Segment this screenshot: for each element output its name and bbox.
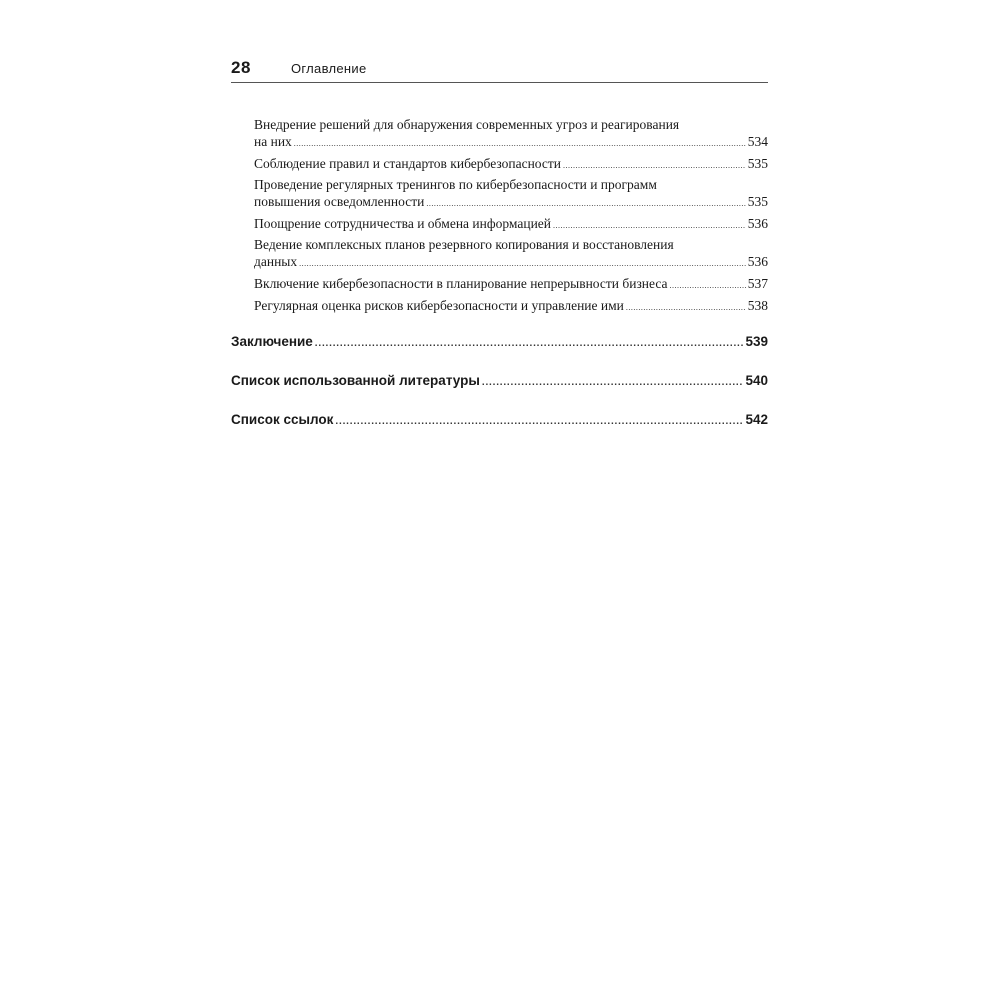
toc-entry-title: Включение кибербезопасности в планирование непрерывности бизнеса bbox=[254, 275, 668, 291]
toc-entry-conclusion[interactable] bbox=[231, 333, 768, 353]
toc-entry-links[interactable] bbox=[231, 411, 768, 431]
toc-entry-title-line1: Ведение комплексных планов резервного копирования и восстановления bbox=[254, 237, 674, 253]
dot-leader bbox=[294, 133, 746, 152]
dot-leader bbox=[335, 411, 743, 431]
toc-entry-detection[interactable] bbox=[231, 116, 768, 152]
dot-leader bbox=[563, 155, 746, 174]
toc-entry-title: Заключение bbox=[231, 333, 313, 349]
dot-leader bbox=[426, 193, 745, 212]
toc-entry-title: Соблюдение правил и стандартов кибербезопасности bbox=[254, 155, 562, 171]
toc-entry-page: 535 bbox=[747, 194, 768, 210]
toc-entry-title-line1: Внедрение решений для обнаружения современных угроз и реагирования bbox=[254, 117, 680, 132]
toc-entry-page: 537 bbox=[747, 275, 768, 291]
dot-leader bbox=[482, 372, 744, 392]
toc-entry-collaboration[interactable] bbox=[231, 215, 768, 234]
table-of-contents bbox=[231, 116, 768, 431]
toc-entry-bibliography[interactable] bbox=[231, 372, 768, 392]
toc-entry-title: Список использованной литературы bbox=[231, 372, 480, 388]
page-number: 28 bbox=[231, 58, 251, 77]
toc-entry-title: Поощрение сотрудничества и обмена информацией bbox=[254, 215, 552, 231]
toc-entry-page: 540 bbox=[745, 372, 768, 388]
toc-entry-title-line2: на них bbox=[254, 134, 292, 149]
toc-entry-title-line1: Проведение регулярных тренингов по кибербезопасности и программ bbox=[254, 177, 657, 193]
toc-entry-title: Регулярная оценка рисков кибербезопасности и управление ими bbox=[254, 297, 624, 313]
toc-entry-compliance[interactable] bbox=[231, 155, 768, 174]
dot-leader bbox=[553, 215, 746, 234]
toc-entry-page: 536 bbox=[747, 254, 768, 270]
toc-entry-page: 542 bbox=[745, 411, 768, 427]
dot-leader bbox=[670, 275, 746, 294]
toc-entry-training[interactable] bbox=[231, 176, 768, 212]
toc-entry-title-line2: повышения осведомленности bbox=[254, 194, 425, 210]
dot-leader bbox=[626, 297, 746, 316]
page-header bbox=[231, 56, 768, 83]
dot-leader bbox=[299, 253, 746, 272]
running-head: Оглавление bbox=[291, 61, 367, 76]
toc-entry-page: 536 bbox=[747, 215, 768, 231]
toc-entry-title: Список ссылок bbox=[231, 411, 334, 427]
toc-entry-risk-assessment[interactable] bbox=[231, 297, 768, 316]
toc-entry-title-line2: данных bbox=[254, 254, 298, 270]
toc-entry-page: 534 bbox=[747, 134, 768, 149]
toc-entry-page: 538 bbox=[747, 297, 768, 313]
dot-leader bbox=[315, 333, 744, 353]
toc-entry-continuity[interactable] bbox=[231, 275, 768, 294]
toc-entry-backup[interactable] bbox=[231, 236, 768, 272]
toc-entry-page: 535 bbox=[747, 155, 768, 171]
toc-entry-page: 539 bbox=[745, 333, 768, 349]
